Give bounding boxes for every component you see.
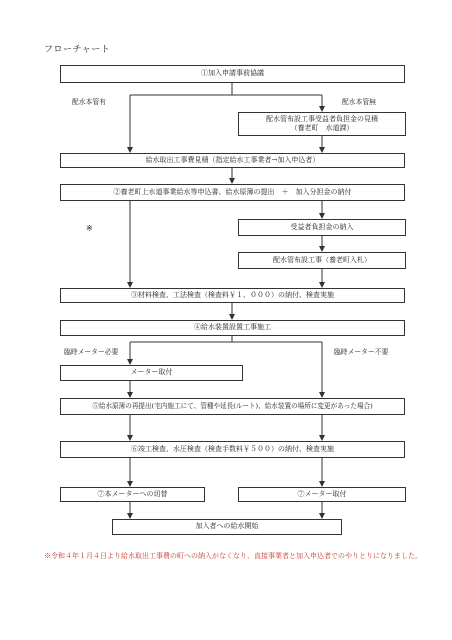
page-title: フローチャート	[44, 45, 111, 55]
meter-install-left-box: メーター取付	[60, 365, 243, 381]
pipe-construction-box: 配水管布設工事（養老町入札）	[238, 252, 406, 269]
application-box: ②養老町上水道事業給水等申込書、給水原簿の提出 ＋ 加入分担金の納付	[60, 184, 405, 201]
final-inspection-box: ⑥竣工検査、水圧検査（検査手数料￥５００）の納付、検査実施	[60, 441, 405, 458]
resubmit-box: ⑤給水原簿の再提出(宅内施工にて、管種や延長(ルート)、給水装置の場所に変更があった場合)	[60, 398, 405, 415]
pipe-estimate-line2: （養老町 水道課）	[290, 124, 354, 132]
intake-estimate-box: 給水取出工事費見積（指定給水工事業者→加入申込者）	[60, 153, 405, 168]
consult-box: ①加入申請事前協議	[60, 65, 405, 83]
supply-start-box: 加入者への給水開始	[112, 519, 342, 535]
meter-install-right-box: ⑦メーター取付	[238, 487, 406, 502]
label-temp-meter-not-needed: 臨時メーター不要	[334, 348, 389, 356]
label-main-exists: 配水本管有	[72, 98, 106, 106]
pipe-estimate-box	[238, 112, 406, 136]
construction-box: ④給水装置設置工事施工	[60, 320, 405, 336]
label-main-none: 配水本管無	[342, 98, 376, 106]
pipe-estimate-line1: 配水管布設工事受益者負担金の見積	[266, 114, 378, 123]
meter-switch-box: ⑦本メーターへの切替	[60, 487, 205, 502]
footnote: ※令和４年１月４日より給水取出工事費の町への納入がなくなり、直接事業者と加入申込者でのやりとりになりました。	[44, 552, 422, 560]
label-asterisk: ※	[86, 224, 93, 233]
beneficiary-payment-box: 受益者負担金の納入	[238, 219, 406, 236]
material-inspection-box: ③材料検査、工法検査（検査料￥１、０００）の納付、検査実施	[60, 288, 405, 303]
label-temp-meter-needed: 臨時メーター必要	[64, 348, 119, 356]
